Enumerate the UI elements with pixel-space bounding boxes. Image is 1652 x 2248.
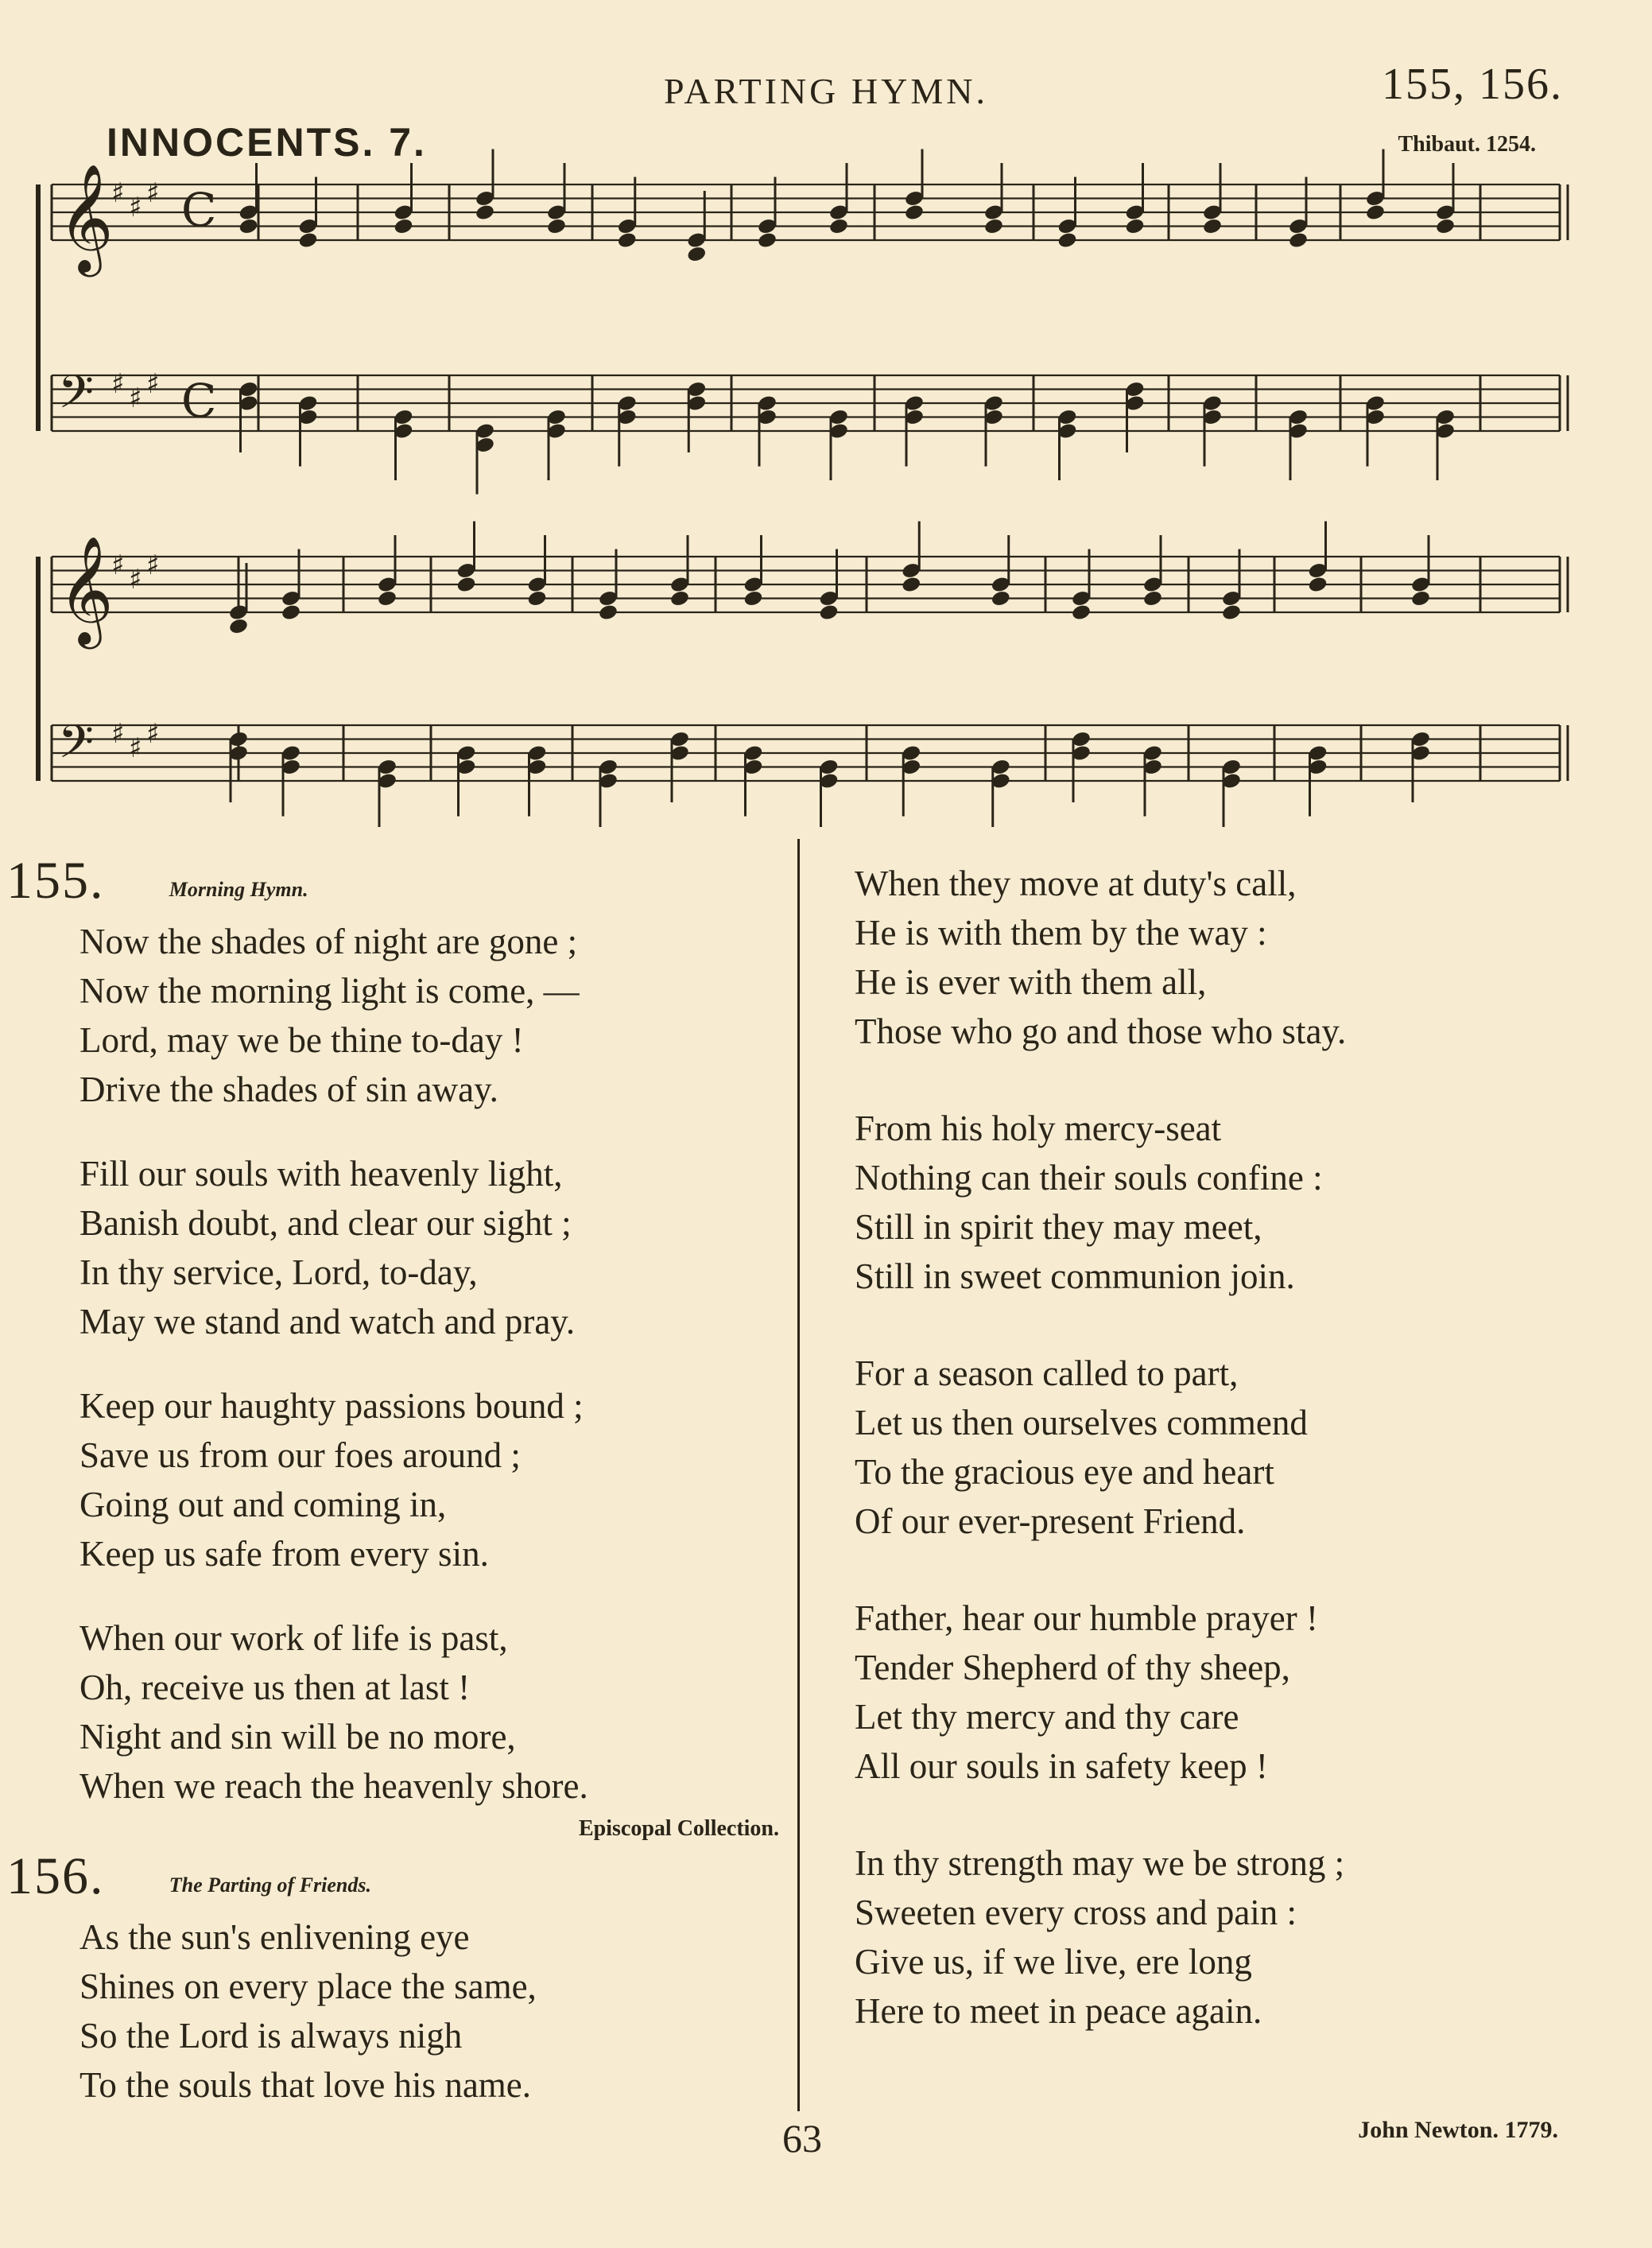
column-divider xyxy=(797,839,800,2111)
sharp-icon: ♯ xyxy=(146,177,160,209)
note-head xyxy=(526,589,547,608)
note-head xyxy=(686,245,707,263)
verse-line: Of our ever-present Friend. xyxy=(855,1501,1246,1541)
verse-line: Let thy mercy and thy care xyxy=(855,1697,1239,1737)
stanza xyxy=(855,1104,1602,1301)
verse-line: Oh, receive us then at last ! xyxy=(79,1668,471,1707)
verse-line: Fill our souls with heavenly light, xyxy=(79,1154,563,1194)
stanza xyxy=(855,1838,1602,2036)
hymn-numbers: 155, 156. xyxy=(1382,60,1563,109)
note-head xyxy=(297,231,318,250)
sharp-icon: ♯ xyxy=(129,564,142,596)
hymn-155-number: 155. xyxy=(6,852,105,910)
stanza xyxy=(79,1912,779,2110)
note-head xyxy=(991,589,1011,608)
verse-line: Father, hear our humble prayer ! xyxy=(855,1598,1318,1638)
verse-line: In thy service, Lord, to-day, xyxy=(79,1252,478,1292)
note-head xyxy=(1124,217,1145,235)
sharp-icon: ♯ xyxy=(111,368,125,400)
sharp-icon: ♯ xyxy=(129,732,142,764)
sharp-icon: ♯ xyxy=(146,718,160,750)
verse-line: Those who go and those who stay. xyxy=(855,1011,1347,1051)
stanza xyxy=(79,917,779,1114)
common-time-icon: C xyxy=(181,183,217,237)
sharp-icon: ♯ xyxy=(129,192,142,223)
page-number: 63 xyxy=(782,2116,822,2161)
note-head xyxy=(1435,217,1456,235)
common-time-icon: C xyxy=(181,374,217,428)
verse-line: Here to meet in peace again. xyxy=(855,1991,1262,2031)
note-head xyxy=(743,589,763,608)
note-head xyxy=(1307,576,1328,594)
note-head xyxy=(757,231,778,250)
verse-line: For a season called to part, xyxy=(855,1353,1239,1393)
hymn-156-header xyxy=(6,1847,779,1912)
note-head xyxy=(228,617,249,635)
verse-line: When we reach the heavenly shore. xyxy=(79,1766,588,1806)
note-head xyxy=(598,604,619,622)
sharp-icon: ♯ xyxy=(111,549,125,581)
verse-line: Let us then ourselves commend xyxy=(855,1403,1308,1442)
verse-line: He is ever with them all, xyxy=(855,962,1207,1002)
verse-line: Sweeten every cross and pain : xyxy=(855,1893,1297,1932)
right-column xyxy=(855,859,1602,2036)
sharp-icon: ♯ xyxy=(146,549,160,581)
note-head xyxy=(904,204,925,222)
verse-line: Banish doubt, and clear our sight ; xyxy=(79,1203,572,1243)
verse-line: When our work of life is past, xyxy=(79,1618,508,1658)
verse-line: All our souls in safety keep ! xyxy=(855,1746,1268,1786)
verse-line: Still in spirit they may meet, xyxy=(855,1207,1262,1247)
hymn-156-number: 156. xyxy=(6,1847,105,1905)
stanza xyxy=(79,1149,779,1346)
verse-line: Still in sweet communion join. xyxy=(855,1256,1295,1296)
note-head xyxy=(1410,589,1431,608)
verse-line: Keep our haughty passions bound ; xyxy=(79,1386,584,1426)
verse-line: Shines on every place the same, xyxy=(79,1967,537,2006)
verse-line: From his holy mercy-seat xyxy=(855,1108,1222,1148)
verse-line: In thy strength may we be strong ; xyxy=(855,1843,1345,1883)
note-head xyxy=(1365,204,1386,222)
verse-line: Now the shades of night are gone ; xyxy=(79,922,578,961)
hymn-156-attribution: John Newton. 1779. xyxy=(1358,2117,1558,2143)
note-head xyxy=(1202,217,1223,235)
note-head xyxy=(238,217,258,235)
sharp-icon: ♯ xyxy=(146,368,160,400)
hymn-155-subtitle: Morning Hymn. xyxy=(169,877,308,901)
verse-line: Drive the shades of sin away. xyxy=(79,1070,498,1109)
note-head xyxy=(1142,589,1163,608)
verse-line: Give us, if we live, ere long xyxy=(855,1942,1252,1982)
note-head xyxy=(983,217,1004,235)
stanza xyxy=(855,1349,1602,1546)
note-head xyxy=(1057,231,1077,250)
sharp-icon: ♯ xyxy=(111,718,125,750)
tune-name: INNOCENTS. 7. xyxy=(107,120,427,165)
verse-line: To the gracious eye and heart xyxy=(855,1452,1274,1492)
running-title: PARTING HYMN. xyxy=(664,71,988,111)
hymn-155-attribution: Episcopal Collection. xyxy=(578,1816,779,1841)
note-head xyxy=(377,589,397,608)
note-head xyxy=(1071,604,1092,622)
sharp-icon: ♯ xyxy=(129,382,142,414)
note-head xyxy=(901,576,921,594)
verse-line: Night and sin will be no more, xyxy=(79,1717,516,1757)
treble-clef-icon: 𝄞 xyxy=(58,162,114,272)
music-score xyxy=(0,0,1652,827)
note-head xyxy=(475,204,495,222)
left-column xyxy=(6,852,779,2110)
note-head xyxy=(281,604,301,622)
verse-line: Lord, may we be thine to-day ! xyxy=(79,1020,524,1060)
verse-line: When they move at duty's call, xyxy=(855,864,1297,903)
verse-line: May we stand and watch and pray. xyxy=(79,1302,576,1341)
stanza xyxy=(855,859,1602,1056)
verse-line: So the Lord is always nigh xyxy=(79,2016,463,2056)
stanza xyxy=(855,1594,1602,1791)
verse-line: To the souls that love his name. xyxy=(79,2065,532,2105)
hymn-156-subtitle: The Parting of Friends. xyxy=(169,1873,371,1897)
verse-line: Nothing can their souls confine : xyxy=(855,1158,1323,1198)
note-head xyxy=(669,589,690,608)
verse-line: As the sun's enlivening eye xyxy=(79,1917,470,1957)
note-head xyxy=(818,604,839,622)
note-head xyxy=(1221,604,1242,622)
composer: Thibaut. 1254. xyxy=(1398,132,1536,157)
stanza xyxy=(79,1381,779,1578)
treble-clef-icon: 𝄞 xyxy=(58,534,114,644)
verse-line: Tender Shepherd of thy sheep, xyxy=(855,1648,1290,1687)
note-head xyxy=(393,217,413,235)
note-head xyxy=(617,231,638,250)
note-head xyxy=(456,576,476,594)
bass-clef-icon: 𝄢 xyxy=(58,365,95,430)
verse-line: Going out and coming in, xyxy=(79,1485,447,1524)
bass-clef-icon: 𝄢 xyxy=(58,715,95,780)
sharp-icon: ♯ xyxy=(111,177,125,209)
verse-line: He is with them by the way : xyxy=(855,913,1267,953)
hymn-155-header xyxy=(6,852,779,917)
note-head xyxy=(546,217,567,235)
stanza xyxy=(79,1613,779,1811)
verse-line: Now the morning light is come, — xyxy=(79,971,580,1011)
note-head xyxy=(828,217,849,235)
verse-line: Save us from our foes around ; xyxy=(79,1435,521,1475)
note-head xyxy=(1288,231,1309,250)
verse-line: Keep us safe from every sin. xyxy=(79,1534,489,1574)
